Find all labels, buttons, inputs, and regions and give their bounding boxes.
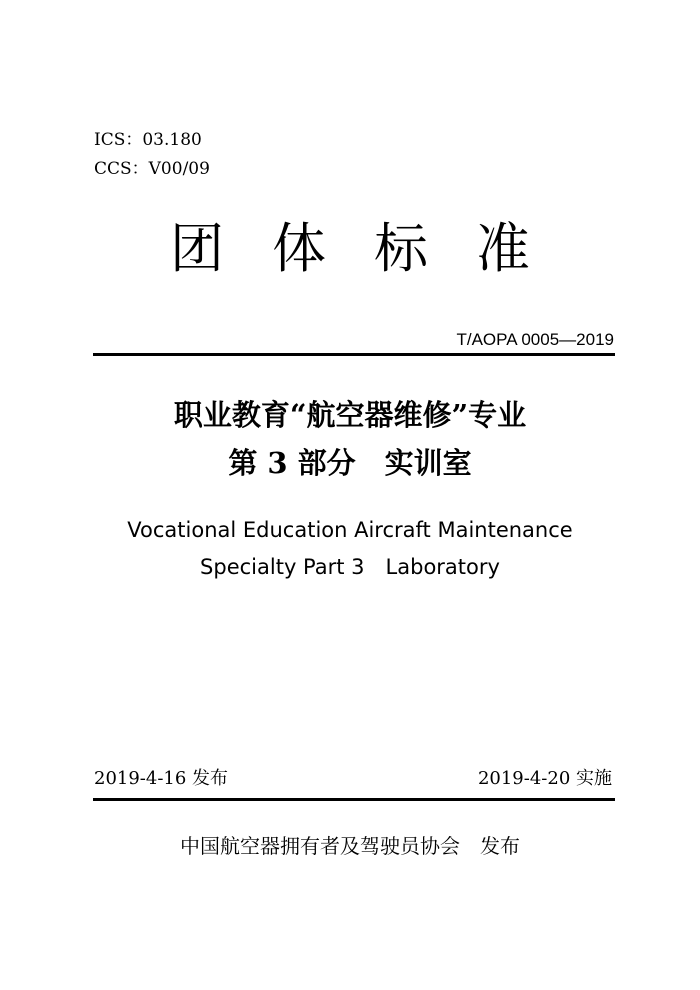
- english-title-line-1: Vocational Education Aircraft Maintenance: [127, 518, 573, 542]
- release-date: 2019-4-16 发布: [94, 768, 229, 789]
- top-divider: [93, 353, 615, 356]
- chinese-title-line-1: 职业教育“航空器维修”专业: [173, 398, 527, 432]
- ics-code: ICS：03.180: [94, 130, 202, 150]
- implementation-date: 2019-4-20 实施: [477, 768, 612, 789]
- document-type-heading: 团体标准: [170, 217, 578, 280]
- chinese-title-line-2: 第 3 部分 实训室: [228, 446, 472, 480]
- bottom-divider: [93, 798, 615, 801]
- standard-number: T/AOPA 0005—2019: [456, 330, 614, 349]
- publisher: 中国航空器拥有者及驾驶员协会 发布: [180, 834, 520, 858]
- ccs-code: CCS：V00/09: [94, 159, 210, 179]
- english-title-line-2: Specialty Part 3 Laboratory: [200, 555, 500, 579]
